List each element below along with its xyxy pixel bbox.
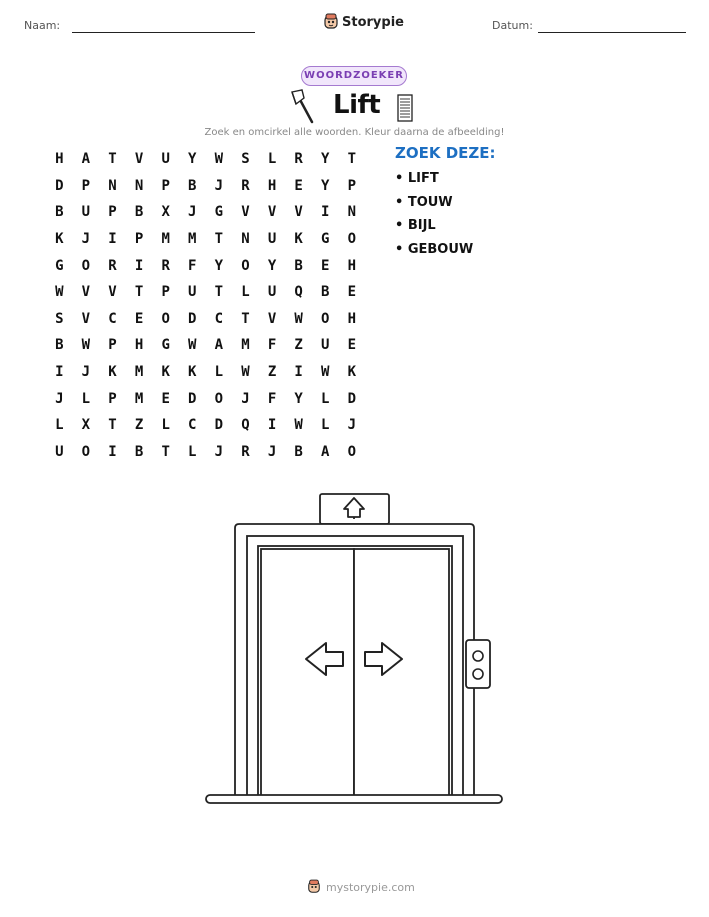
grid-letter[interactable]: T — [214, 231, 224, 248]
grid-letter[interactable]: Y — [267, 257, 277, 274]
grid-letter[interactable]: R — [161, 257, 170, 274]
grid-letter[interactable]: V — [81, 310, 91, 327]
grid-letter[interactable]: W — [294, 310, 303, 327]
grid-letter[interactable]: W — [294, 417, 303, 434]
grid-letter[interactable]: T — [241, 310, 250, 327]
grid-row — [46, 199, 365, 226]
lift-doors-illustration — [200, 490, 510, 810]
grid-letter[interactable]: F — [267, 390, 277, 407]
grid-letter[interactable]: I — [55, 364, 64, 381]
grid-letter[interactable]: P — [161, 177, 170, 194]
grid-letter[interactable]: F — [267, 337, 277, 354]
grid-letter[interactable]: D — [188, 310, 197, 327]
grid-letter[interactable]: W — [188, 337, 197, 354]
grid-letter[interactable]: K — [161, 364, 170, 381]
word-search-grid — [46, 146, 365, 465]
grid-letter[interactable]: O — [81, 257, 91, 274]
grid-row — [46, 412, 365, 439]
grid-letter[interactable]: L — [188, 443, 197, 460]
grid-letter[interactable]: Z — [267, 364, 277, 381]
grid-letter[interactable]: D — [347, 390, 357, 407]
grid-letter[interactable]: M — [134, 364, 144, 381]
grid-letter[interactable]: F — [188, 257, 197, 274]
grid-row — [46, 173, 365, 200]
grid-letter[interactable]: L — [267, 151, 277, 168]
grid-letter[interactable]: W — [81, 337, 91, 354]
grid-letter[interactable]: B — [134, 204, 144, 221]
grid-letter[interactable]: O — [347, 231, 357, 248]
grid-letter[interactable]: O — [81, 443, 91, 460]
grid-letter[interactable]: L — [321, 417, 330, 434]
grid-letter[interactable]: J — [214, 177, 224, 194]
grid-letter[interactable]: E — [321, 257, 330, 274]
grid-letter[interactable]: T — [134, 284, 144, 301]
grid-letter[interactable]: O — [241, 257, 250, 274]
word-item: • TOUW — [395, 194, 453, 210]
grid-letter[interactable]: V — [134, 151, 144, 168]
word-item: • BIJL — [395, 218, 436, 233]
grid-letter[interactable]: P — [161, 284, 170, 301]
grid-letter[interactable]: O — [321, 310, 330, 327]
grid-letter[interactable]: U — [267, 231, 277, 248]
grid-letter[interactable]: Z — [294, 337, 303, 354]
grid-letter[interactable]: V — [81, 284, 91, 301]
grid-letter[interactable]: N — [134, 177, 144, 194]
grid-letter[interactable]: U — [161, 151, 170, 168]
grid-letter[interactable]: L — [214, 364, 224, 381]
word-list — [395, 171, 473, 265]
grid-letter[interactable]: I — [108, 231, 117, 248]
grid-row — [46, 439, 365, 466]
grid-letter[interactable]: A — [321, 443, 330, 460]
word-item: • GEBOUW — [395, 241, 474, 257]
grid-row — [46, 279, 365, 306]
grid-letter[interactable]: U — [188, 284, 197, 301]
grid-letter[interactable]: O — [214, 390, 224, 407]
grid-letter[interactable]: I — [294, 364, 303, 381]
grid-letter[interactable]: P — [108, 337, 117, 354]
grid-letter[interactable]: V — [267, 310, 277, 327]
grid-letter[interactable]: H — [347, 310, 357, 327]
grid-letter[interactable]: P — [81, 177, 91, 194]
grid-letter[interactable]: G — [161, 337, 170, 354]
grid-letter[interactable]: H — [347, 257, 357, 274]
grid-letter[interactable]: Y — [188, 151, 197, 168]
grid-letter[interactable]: B — [55, 337, 64, 354]
grid-letter[interactable]: E — [294, 177, 303, 194]
grid-letter[interactable]: T — [161, 443, 170, 460]
grid-letter[interactable]: J — [55, 390, 64, 407]
grid-letter[interactable]: Z — [134, 417, 144, 434]
grid-letter[interactable]: R — [294, 151, 303, 168]
grid-letter[interactable]: H — [267, 177, 277, 194]
grid-letter[interactable]: R — [108, 257, 117, 274]
grid-letter[interactable]: L — [241, 284, 250, 301]
grid-letter[interactable]: N — [241, 231, 250, 248]
grid-letter[interactable]: O — [161, 310, 170, 327]
grid-letter[interactable]: W — [321, 364, 330, 381]
grid-letter[interactable]: D — [214, 417, 224, 434]
grid-letter[interactable]: C — [214, 310, 224, 327]
grid-letter[interactable]: D — [55, 177, 64, 194]
grid-letter[interactable]: K — [188, 364, 197, 381]
grid-letter[interactable]: U — [321, 337, 330, 354]
grid-row — [46, 359, 365, 386]
grid-letter[interactable]: M — [161, 231, 170, 248]
grid-letter[interactable]: Y — [321, 177, 330, 194]
grid-letter[interactable]: J — [214, 443, 224, 460]
page-title: Lift — [333, 90, 381, 120]
grid-letter[interactable]: M — [241, 337, 250, 354]
left-door — [261, 549, 354, 800]
grid-letter[interactable]: K — [55, 231, 64, 248]
grid-row — [46, 252, 365, 279]
grid-letter[interactable]: B — [294, 257, 303, 274]
grid-letter[interactable]: B — [188, 177, 197, 194]
grid-letter[interactable]: J — [81, 231, 91, 248]
grid-letter[interactable]: C — [108, 310, 117, 327]
grid-letter[interactable]: G — [214, 204, 224, 221]
grid-letter[interactable]: V — [294, 204, 303, 221]
footer-url[interactable]: mystorypie.com — [326, 880, 415, 894]
footer — [307, 879, 415, 895]
grid-letter[interactable]: B — [55, 204, 64, 221]
grid-letter[interactable]: I — [134, 257, 144, 274]
storypie-mascot-icon — [307, 879, 321, 895]
grid-letter[interactable]: N — [108, 177, 117, 194]
grid-letter[interactable]: G — [55, 257, 64, 274]
name-line[interactable] — [72, 32, 255, 33]
grid-letter[interactable]: D — [188, 390, 197, 407]
grid-row — [46, 146, 365, 173]
grid-letter[interactable]: T — [214, 284, 224, 301]
grid-letter[interactable]: H — [134, 337, 144, 354]
grid-letter[interactable]: E — [347, 284, 357, 301]
grid-letter[interactable]: K — [108, 364, 117, 381]
grid-letter[interactable]: A — [81, 151, 91, 168]
grid-letter[interactable]: W — [55, 284, 64, 301]
grid-letter[interactable]: E — [347, 337, 357, 354]
grid-letter[interactable]: T — [108, 417, 117, 434]
grid-letter[interactable]: Y — [214, 257, 224, 274]
grid-letter[interactable]: M — [134, 390, 144, 407]
grid-letter[interactable]: C — [188, 417, 197, 434]
grid-letter[interactable]: K — [347, 364, 357, 381]
name-label: Naam: — [24, 19, 61, 32]
grid-row — [46, 226, 365, 253]
grid-letter[interactable]: X — [161, 204, 170, 221]
grid-letter[interactable]: P — [134, 231, 144, 248]
grid-letter[interactable]: I — [267, 417, 277, 434]
grid-letter[interactable]: S — [241, 151, 250, 168]
grid-letter[interactable]: G — [321, 231, 330, 248]
worksheet-badge: WOORDZOEKER — [301, 66, 407, 86]
grid-letter[interactable]: V — [108, 284, 117, 301]
lift-floor — [206, 795, 502, 803]
grid-letter[interactable]: L — [81, 390, 91, 407]
grid-letter[interactable]: Q — [241, 417, 250, 434]
grid-letter[interactable]: Q — [294, 284, 303, 301]
grid-letter[interactable]: R — [241, 443, 250, 460]
grid-letter[interactable]: U — [55, 443, 64, 460]
grid-letter[interactable]: E — [134, 310, 144, 327]
grid-letter[interactable]: A — [214, 337, 224, 354]
grid-letter[interactable]: S — [55, 310, 64, 327]
grid-letter[interactable]: B — [134, 443, 144, 460]
word-list-title: ZOEK DEZE: — [395, 144, 496, 162]
grid-letter[interactable]: L — [161, 417, 170, 434]
instructions: Zoek en omcirkel alle woorden. Kleur daarna de afbeelding! — [204, 127, 505, 138]
grid-letter[interactable]: T — [347, 151, 357, 168]
grid-letter[interactable]: M — [188, 231, 197, 248]
grid-letter[interactable]: V — [267, 204, 277, 221]
grid-letter[interactable]: P — [108, 390, 117, 407]
grid-letter[interactable]: B — [294, 443, 303, 460]
brand-name: Storypie — [342, 14, 404, 30]
grid-letter[interactable]: R — [241, 177, 250, 194]
brand-logo — [323, 13, 404, 31]
grid-letter[interactable]: N — [347, 204, 357, 221]
building-icon — [396, 94, 414, 122]
axe-icon — [288, 88, 318, 124]
grid-letter[interactable]: Y — [294, 390, 303, 407]
storypie-mascot-icon — [323, 13, 339, 31]
grid-letter[interactable]: I — [321, 204, 330, 221]
grid-letter[interactable]: T — [108, 151, 117, 168]
grid-letter[interactable]: P — [347, 177, 357, 194]
date-line[interactable] — [538, 32, 686, 33]
call-button-icon — [473, 669, 483, 679]
grid-letter[interactable]: H — [55, 151, 64, 168]
grid-letter[interactable]: J — [81, 364, 91, 381]
grid-letter[interactable]: O — [347, 443, 357, 460]
grid-letter[interactable]: B — [321, 284, 330, 301]
grid-letter[interactable]: E — [161, 390, 170, 407]
date-label: Datum: — [492, 19, 533, 32]
call-panel — [466, 640, 490, 688]
grid-row — [46, 306, 365, 333]
grid-letter[interactable]: U — [267, 284, 277, 301]
grid-letter[interactable]: Y — [321, 151, 330, 168]
grid-letter[interactable]: P — [108, 204, 117, 221]
grid-letter[interactable]: W — [241, 364, 250, 381]
grid-letter[interactable]: L — [55, 417, 64, 434]
grid-letter[interactable]: K — [294, 231, 303, 248]
grid-letter[interactable]: V — [241, 204, 250, 221]
word-item: • LIFT — [395, 171, 439, 186]
grid-letter[interactable]: J — [188, 204, 197, 221]
grid-letter[interactable]: I — [108, 443, 117, 460]
grid-letter[interactable]: U — [81, 204, 91, 221]
grid-letter[interactable]: W — [214, 151, 224, 168]
grid-letter[interactable]: J — [241, 390, 250, 407]
grid-row — [46, 332, 365, 359]
call-button-icon — [473, 651, 483, 661]
grid-letter[interactable]: X — [81, 417, 91, 434]
grid-letter[interactable]: L — [321, 390, 330, 407]
grid-row — [46, 385, 365, 412]
grid-letter[interactable]: J — [267, 443, 277, 460]
grid-letter[interactable]: J — [347, 417, 357, 434]
right-door — [354, 549, 449, 800]
